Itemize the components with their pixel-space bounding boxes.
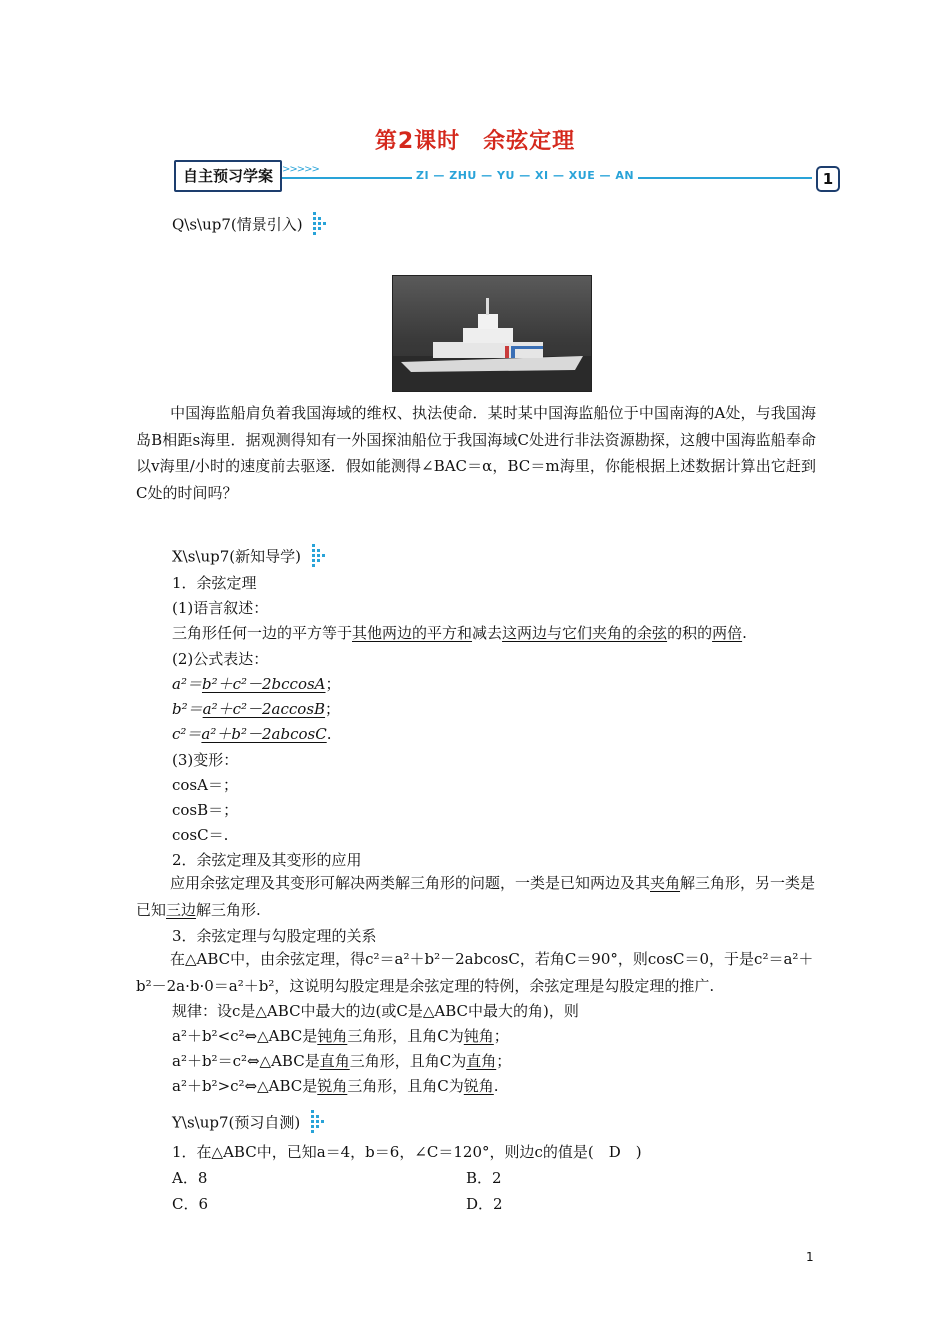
rule-obtuse: a²＋b²<c²⇔△ABC是钝角三角形，且角C为钝角；: [172, 1027, 509, 1045]
item2-text: 应用余弦定理及其变形可解决两类解三角形的问题，一类是已知两边及其夹角解三角形，另一类是已知三边解三角形.: [136, 874, 816, 919]
option-a: A．8: [172, 1169, 208, 1187]
item2-title: 2．余弦定理及其变形的应用: [172, 851, 362, 869]
banner-pinyin: ZI — ZHU — YU — XI — XUE — AN: [412, 169, 638, 182]
ship-illustration: [393, 276, 591, 391]
cosine-law-statement: 三角形任何一边的平方等于其他两边的平方和减去这两边与它们夹角的余弦的积的两倍.: [172, 624, 747, 642]
lesson-title: 第2课时 余弦定理: [374, 129, 576, 154]
rule-right: a²＋b²＝c²⇔△ABC是直角三角形，且角C为直角；: [172, 1052, 512, 1070]
item3-title: 3．余弦定理与勾股定理的关系: [172, 927, 377, 945]
option-d: D．2: [466, 1195, 503, 1213]
variant-cosA: cosA＝；: [172, 776, 238, 794]
item1-sub3: (3)变形：: [172, 751, 239, 769]
rule-acute: a²＋b²>c²⇔△ABC是锐角三角形，且角C为锐角.: [172, 1077, 499, 1095]
triangle-arrow-icon: [310, 542, 332, 570]
intro-heading: [172, 210, 333, 238]
intro-heading-text: Q\s\up7(情景引入): [172, 215, 303, 234]
item3-text: 在△ABC中，由余弦定理，得c²＝a²＋b²－2abcosC，若角C＝90°，则cosC＝0，于是c²＝a²＋b²－2a·b·0＝a²＋b²，这说明勾股定理是余弦定理的特例，余弦定理是勾股定理的推广.: [136, 950, 814, 995]
intro-paragraph-text: 中国海监船肩负着我国海域的维权、执法使命．某时某中国海监船位于中国南海的A处，与我国海岛B相距s海里．据观测得知有一外国探油船位于我国海域C处进行非法资源勘探，这艘中国海监船奉命以v海里/小时的速度前去驱逐．假如能测得∠BAC＝α，BC＝m海里，你能根据上述数据计算出它赶到C处的时间吗？: [136, 404, 816, 502]
formula-c: c²＝a²＋b²－2abcosC.: [172, 725, 332, 743]
triangle-arrow-icon: [309, 1108, 331, 1136]
page-number: 1: [806, 1250, 814, 1264]
question-1: 1．在△ABC中，已知a＝4，b＝6，∠C＝120°，则边c的值是( D ): [172, 1143, 642, 1161]
self-test-heading-text: Y\s\up7(预习自测): [172, 1113, 301, 1132]
triangle-arrow-icon: [311, 210, 333, 238]
new-knowledge-heading-text: X\s\up7(新知导学): [172, 547, 301, 566]
intro-paragraph: [136, 400, 816, 506]
formula-b: b²＝a²＋c²－2accosB；: [172, 700, 341, 718]
patrol-ship-photo: [392, 275, 592, 392]
option-b: B．2: [466, 1169, 502, 1187]
banner-arrows: >>>>>: [282, 164, 319, 175]
section-banner: [172, 158, 840, 196]
banner-number: 1: [816, 166, 840, 192]
variant-cosB: cosB＝；: [172, 801, 239, 819]
item1-sub1: (1)语言叙述：: [172, 599, 269, 617]
banner-label: 自主预习学案: [174, 160, 282, 192]
option-c: C．6: [172, 1195, 209, 1213]
item1-sub2: (2)公式表达：: [172, 650, 269, 668]
self-test-heading: [172, 1108, 331, 1136]
variant-cosC: cosC＝.: [172, 826, 229, 844]
rule-intro: 规律：设c是△ABC中最大的边(或C是△ABC中最大的角)，则: [172, 1002, 579, 1020]
formula-a: a²＝b²＋c²－2bccosA；: [172, 675, 341, 693]
new-knowledge-heading: [172, 542, 332, 570]
item1-title: 1．余弦定理: [172, 574, 257, 592]
